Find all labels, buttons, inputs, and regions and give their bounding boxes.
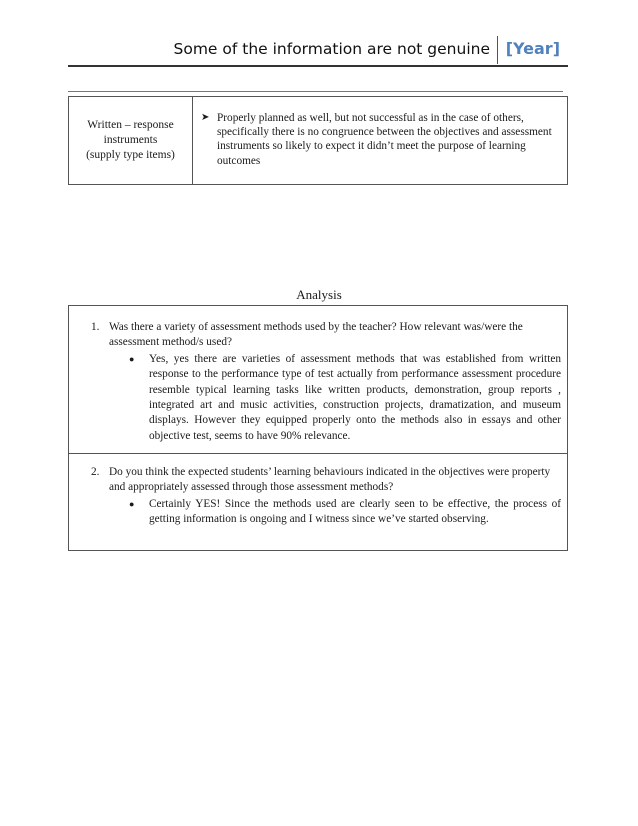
question-text: Was there a variety of assessment methods used by the teacher? How relevant was/were the assessment method/s used? xyxy=(109,321,523,349)
header-title: Some of the information are not genuine xyxy=(173,40,490,58)
divider-line xyxy=(68,91,563,92)
method-line: Written – response xyxy=(87,119,174,131)
top-table xyxy=(68,96,568,185)
question-number: 1. xyxy=(91,321,100,333)
header-year: [Year] xyxy=(505,39,560,58)
question xyxy=(91,465,561,496)
header-rule xyxy=(68,65,568,67)
question xyxy=(91,320,561,351)
analysis-heading: Analysis xyxy=(296,287,342,302)
comment-text: Properly planned as well, but not successful as in the case of others, specifically there is no congruence between the objectives and assessment instruments so likely to expect it didn’t meet the purpose of learning outcomes xyxy=(217,112,552,167)
method-line: instruments xyxy=(103,134,158,146)
bullet-dot-icon: ● xyxy=(129,498,135,509)
analysis-table xyxy=(68,305,568,551)
header-separator xyxy=(497,36,498,64)
analysis-row xyxy=(69,306,567,454)
answer-text: Certainly YES! Since the methods used are clearly seen to be effective, the process of getting information is ongoing and I witness since we’ve started observing. xyxy=(149,497,561,526)
question-text: Do you think the expected students’ learning behaviours indicated in the objectives were property and appropriately assessed through those assessment methods? xyxy=(109,466,551,494)
answer xyxy=(127,497,561,528)
question-number: 2. xyxy=(91,466,100,478)
analysis-row xyxy=(69,454,567,528)
arrow-bullet-icon: ➤ xyxy=(201,112,210,123)
method-cell xyxy=(69,97,193,184)
answer-text: Yes, yes there are varieties of assessment methods that was established from written response to the performance type of test actually from performance assessment procedure resemble typical learning tasks like written products, demonstration, group reports , integrated art and music activities, construction projects, dramatization, and museum displays. However they equipped properly onto the methods also in essays and other objective test, seems to have 90% relevance. xyxy=(149,352,561,442)
answer xyxy=(127,352,561,444)
bullet-dot-icon: ● xyxy=(129,353,135,364)
comment-cell xyxy=(193,97,567,184)
page-header xyxy=(150,36,568,66)
method-line: (supply type items) xyxy=(86,149,175,161)
